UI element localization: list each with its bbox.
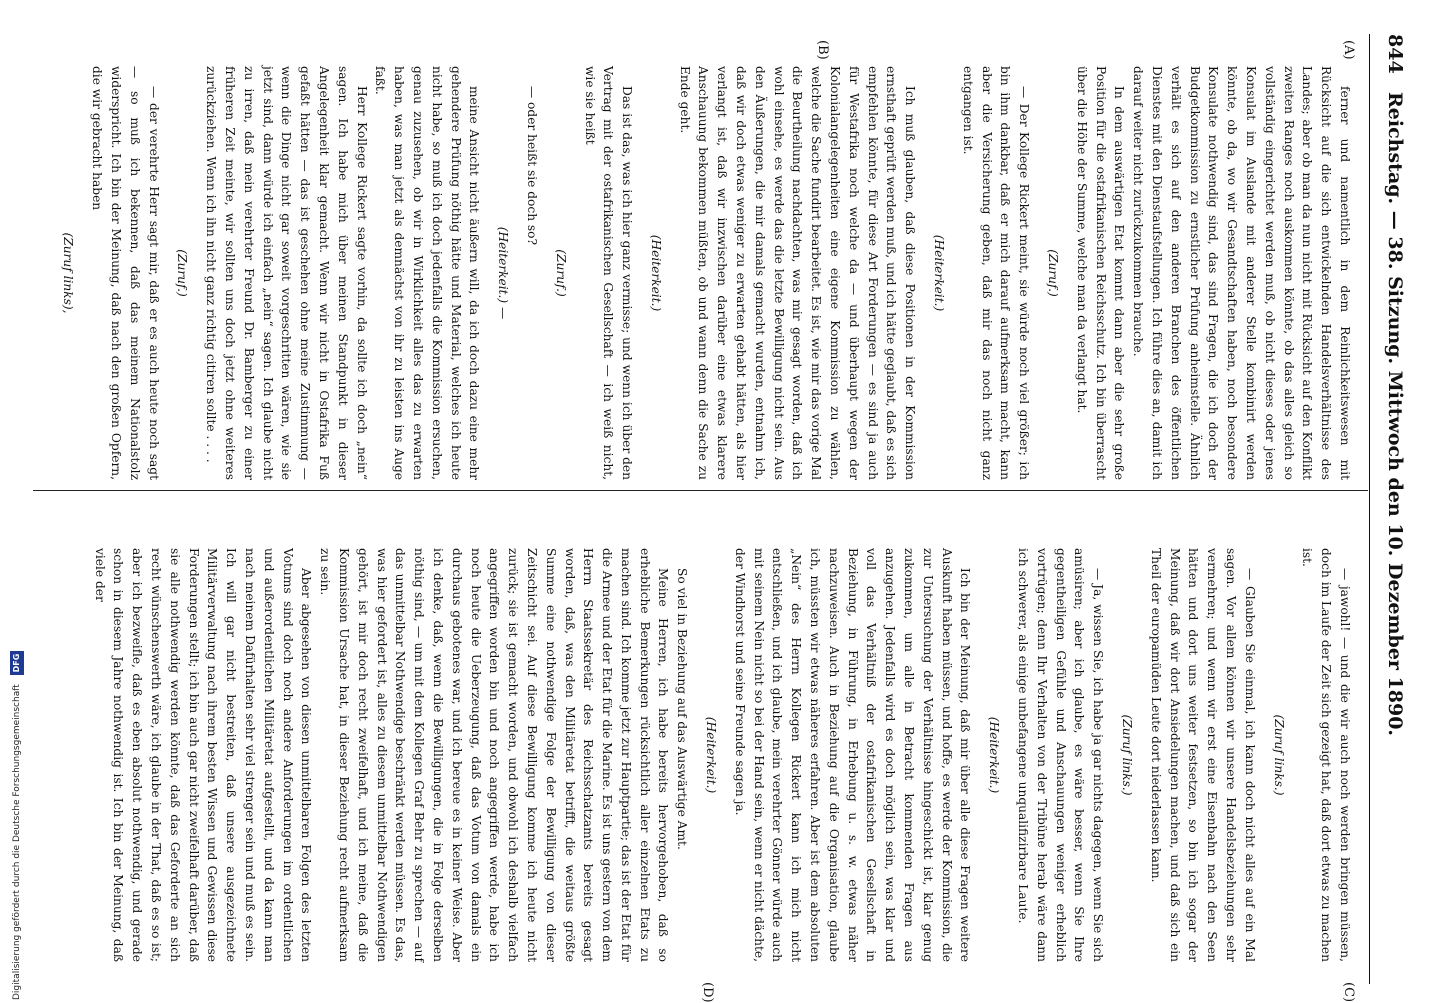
paragraph: Herr Kollege Rickert sagte vorhin, da sollte ich doch „nein“ sagen. Ich habe mich über meinen Standpunkt in dieser Angelegenheit klar gemacht. Wenn wir nicht in Ostafrika Fuß gefaßt hätten — das ist geschehen ohne meine Zustimmung — wenn die Dinge nicht gar soweit vorgeschritten wären, wie sie jetzt sind, dann würde ich einfach „nein“ sagen. Ich glaube nicht zu irren, daß mein verehrter Freund Dr. Bamberger zu einer früheren Zeit meinte, wir sollten uns doch jetzt ohne weiteres zurückziehen. Wenn ich ihn nicht ganz richtig citiren sollte . . . .: [204, 66, 369, 480]
margin-marker-c: (C): [1341, 982, 1356, 1003]
page-number: 844: [1384, 34, 1406, 74]
credit-text: Digitalisierung gefördert durch die Deutsche Forschungsgemeinschaft: [12, 684, 22, 1000]
paragraph: — Glauben Sie einmal, ich kann doch nicht alles auf ein Mal sagen. Vor allem können wir unsere Handelsbeziehungen sehr vermehren; und wenn wir erst eine Eisenbahn nach den Seen hätten und dort uns weiter festsetzen, so bin ich sogar der Meinung, daß wir dort Ansiedelungen machen, und daß sich ein Theil der europamüden Leute dort niederlassen kann.: [1148, 548, 1257, 962]
paragraph: meine Ansicht nicht äußern will, da ich doch dazu eine mehr gehendere Prüfung nöthig hätte und Material, welches ich heute nicht habe, so muß ich doch jedenfalls die Kommission ersuchen, genau zuzusehen, ob wir in Wirklichkeit alles das zu erwarten haben, was man jetzt als demnächst von ihr zu leisten ins Auge faßt.: [373, 66, 482, 480]
paragraph: — oder heißt sie doch so?: [524, 86, 539, 246]
margin-marker-b: (B): [815, 40, 830, 60]
digitization-credit: [8, 18, 30, 1000]
interjection: (Zuruf.): [553, 249, 568, 297]
page-header: [1378, 34, 1412, 984]
header-rule: [1369, 34, 1370, 984]
interjection: (Zuruf.): [1046, 249, 1061, 297]
paragraph: Ich bin der Meinung, daß mir über alle diese Fragen weitere Auskunft haben müssen, und hoffe, es werde der Kommission, die zur Untersuchung der Verhältnisse hingeschickt ist, klar genug zukommen, um alle in Betracht kommenden Fragen aus anzugehen. Jedenfalls wird es doch möglich sein, was klar und voll das Verhältniß der ostafrikanischen Gesellschaft in Beziehung, in Führung, in Erhebung u. s. w. etwas näher nachzuweisen. Auch in Beziehung auf die Organisation, glaube ich, müssten wir etwas näheres erfahren. Aber ist dem absoluten „Nein“ des Herrn Kollegen Rickert kann ich mich nicht entschließen, und ich glaube, mein verehrter Gönner würde auch mit seinem Nein nicht so bei der Hand sein, wenn er nicht dächte, der Windhorst und seine Freunde sagen ja.: [732, 548, 973, 962]
interjection: (Zuruf.): [175, 249, 190, 297]
paragraph: Meine Herren, ich habe bereits hervorgehoben, daß so erhebliche Bemerkungen rücksichtlich aller einzelnen Etats zu machen sind. Ich komme jetzt zur Hauptpartie; das ist der Etat für die Armee und der Etat für die Marine. Es ist uns gestern von dem Herrn Staatssekretär des Reichsschatzamts bereits gesagt worden, daß, was den Militäretat betrifft, die weitaus größte Summe eine nothwendige Folge der Bewilligung von dieser Zeitschicht sei. Auf diese Bewilligung komme ich heute nicht zurück; sie ist gemacht worden, und obwohl ich deshalb vielfach angegriffen worden bin und noch angegriffen werde, habe ich noch heute die Ueberzeugung, daß das Votum von damals ein durchaus gebotenes war, und ich bereue es in keiner Weise. Aber ich denke, daß, wenn die Bewilligungen, die in Folge derselben nöthig sind, — um mit dem Kollegen Graf Behr zu sprechen — auf das unmittelbar Nothwendige beschränkt werden müssen. Es das, was hier gefordert ist, alles zu diesem unmittelbar Nothwendigen gehört, ist mir doch recht zweifelhaft, und ich meine, daß die Kommission Ursache hat, in dieser Beziehung recht aufmerksam zu sein.: [318, 548, 671, 962]
interjection: (Heiterkeit.): [704, 716, 719, 794]
interjection: (Zuruf links.): [1120, 714, 1135, 796]
interjection: (Zuruf links),: [61, 232, 76, 314]
margin-marker-d: (D): [700, 982, 715, 1003]
paragraph: — Ja, wissen Sie, ich habe ja gar nichts dagegen, wenn Sie sich amüsiren; aber ich glaube, es wäre besser, wenn Sie Ihre gegentheiligen Gefühle und Anschauungen weniger erheblich vortrügen; denn Ihr Verhalten von der Tribüne herab wäre dann ich schwerer, als einige unbefangene unqualifizirbare Laute.: [1016, 548, 1106, 962]
dfg-logo: DFG: [10, 651, 24, 676]
interjection: (Heiterkeit.) —: [496, 226, 511, 320]
paragraph: Aber abgesehen von diesen unmittelbaren Folgen des letzten Votums sind doch noch andere Anforderungen im ordentlichen und außerordentlichen Militäretat aufgestellt, und da kann man nach meinem Dafürhalten sehr viel strenger sein und muß es sein. Ich will gar nicht bestreiten, daß unsere ausgezeichnete Militärverwaltung nach ihrem besten Wissen und Gewissen diese Forderungen stellt; ich bin auch gar nicht zweifelhaft darüber, daß sie alle nothwendig werden könnte, daß das Geforderte an sich recht wünschenswerth wäre, ich glaube in der That, daß es so ist; aber ich bezweifle, daß es eben absolut nothwendig, und gerade schon in diesem Jahre nothwendig ist. Ich bin der Meinung, daß viele der: [92, 548, 314, 962]
paragraph: In dem auswärtigen Etat kommt dann aber die sehr große Position für die ostafrikanischen Reichsschutz. Ich bin überrascht über die Höhe der Summe, welche man da verlangt hat.: [1074, 66, 1127, 480]
paragraph: Das ist das, was ich hier ganz vermisse; und wenn ich über den Vertrag mit der ostafrikanischen Gesellschaft — ich weiß nicht, wie sie heißt: [582, 66, 635, 480]
column-divider: [33, 490, 1368, 491]
paragraph: — jawohl! — und die wir auch noch werden bringen müssen, doch im Laufe der Zeit sich gezeigt hat, daß dort etwas zu machen ist.: [1300, 548, 1352, 962]
paragraph: — der verehrte Herr sagt mir, daß er es auch heute noch sagt — so muß ich bekennen, daß das meinem Nationalstolz widerspricht. Ich bin der Meinung, daß nach den großen Opfern, die wir gebracht haben: [90, 66, 161, 480]
interjection: (Zuruf links.): [1271, 714, 1286, 796]
paragraph: — Der Kollege Rickert meint, sie würde noch viel größer; ich bin ihm dankbar, daß er mich darauf aufmerksam macht, kann aber die Versicherung geben, daß mir das noch nicht ganz entgangen ist.: [960, 66, 1032, 480]
interjection: (Heiterkeit.): [987, 716, 1002, 794]
paragraph: Ich muß glauben, daß diese Positionen in der Kommission ernsthaft geprüft werden muß, und ich hätte geglaubt, daß es sich empfehlen könnte, für diese Art Forderungen — es sind ja auch für Westafrika noch welche da — und überhaupt wegen der Kolonialangelegenheiten eine eigene Kommission zu wählen, welche die Sache fundirt bearbeitet. Es ist, wie mir das vorige Mal die Beurtheilung nachdachten, was mir gesagt worden, daß ich wohl einsehe, es werde das die letzte Bewilligung nicht sein. Aus den Äußerungen, die mir damals gemacht wurden, entnahm ich, daß wir doch etwas weniger zu erwarten gehabt hätten, als hier verlangt ist, daß wir inzwischen darüber eine etwas klarere Anschauung bekommen müßten, ob und wann denn die Sache zu Ende geht.: [677, 66, 918, 480]
running-head: Reichstag. — 38. Sitzung. Mittwoch den 10. Dezember 1890.: [1384, 92, 1406, 737]
paragraph: So viel in Beziehung auf das Auswärtige Amt.: [675, 568, 690, 850]
margin-marker-a: (A): [1341, 40, 1356, 60]
interjection: (Heiterkeit.): [932, 234, 947, 312]
interjection: (Heiterkeit.): [648, 234, 663, 312]
right-column: [90, 548, 1354, 962]
left-column: [59, 66, 1354, 480]
paragraph: ferner und namentlich in dem Reinlichkeitswesen mit Rücksicht auf die sich entwickelnden Handelsverhältnisse des Landes; aber ob man da nun nicht mit Rücksicht auf den Konflikt zweiten Ranges noch auskommen könnte, ob das alles gleich so vollständig eingerichtet werden muß, ob nicht dieses oder jenes Konsulat im Auslande mit anderer Stelle kombinirt werden könnte, ob da, wo wir Gesandtschaften haben, noch besondere Konsulate nothwendig sind, das sind Fragen, die ich doch der Budgetkommission zu ernstlicher Prüfung anheimstelle. Ähnlich verhält es sich auf den anderen Branchen des öffentlichen Dienstes mit den Dienstaufstellungen. Ich führe dies an, damit ich darauf weiter nicht zurückzukommen brauche.: [1131, 66, 1352, 480]
